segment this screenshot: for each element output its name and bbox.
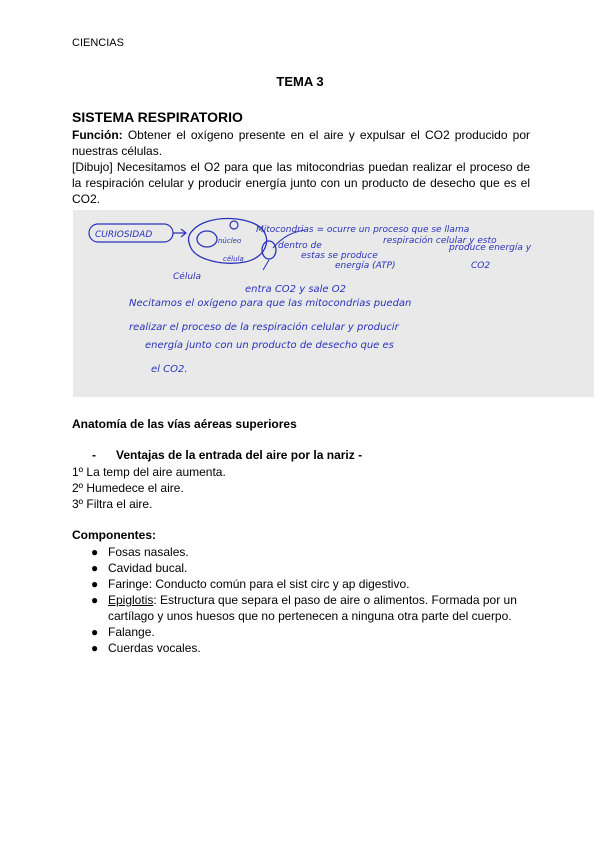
epiglotis-term: Epiglotis	[108, 593, 154, 607]
list-item: 3º Filtra el aire.	[72, 497, 153, 511]
note-line-2: realizar el proceso de la respiración celular y producir	[129, 322, 399, 333]
entra-note: entra CO2 y sale O2	[245, 284, 347, 295]
funcion-paragraph	[72, 127, 530, 159]
produce-note: produce energía y	[449, 243, 532, 253]
list-item: 2º Humedece el aire.	[72, 481, 184, 495]
bullet-icon: ●	[91, 593, 99, 607]
curiosidad-label: CURIOSIDAD	[95, 230, 153, 240]
list-item: ● Falange.	[91, 625, 155, 639]
nucleus-shape	[197, 231, 217, 247]
ventajas-list	[72, 464, 226, 512]
page-title: TEMA 3	[276, 74, 324, 89]
subject-header: CIENCIAS	[72, 37, 124, 49]
funcion-text: Obtener el oxígeno presente en el aire y expulsar el CO2 producido por nuestras células.	[72, 128, 530, 158]
estas-note: estas se produce	[301, 251, 378, 261]
bullet-icon: ●	[91, 545, 99, 559]
bullet-icon: ●	[91, 561, 99, 575]
ventajas-heading	[92, 448, 362, 462]
sketch-drawing	[73, 210, 594, 397]
list-item: ● Epiglotis: Estructura que separa el paso de aire o alimentos. Formada por un cartílago y unos huesos que no pertenecen a ninguna otra parte del cuerpo.	[91, 593, 517, 623]
ventajas-dash: -	[92, 448, 96, 462]
co2-right-note: CO2	[471, 261, 491, 271]
list-item: ● Cavidad bucal.	[91, 561, 188, 575]
componentes-list	[72, 544, 532, 656]
list-item: ● Cuerdas vocales.	[91, 641, 201, 655]
note-line-1: Necitamos el oxígeno para que las mitocondrias puedan	[129, 298, 412, 309]
bullet-icon: ●	[91, 577, 99, 591]
anatomy-heading: Anatomía de las vías aéreas superiores	[72, 417, 297, 431]
mitocondrias-note: Mitocondrias = ocurre un proceso que se llama	[256, 225, 470, 235]
bullet-icon: ●	[91, 625, 99, 639]
note-line-4: el CO2.	[151, 364, 188, 375]
small-organelle	[230, 221, 238, 229]
dibujo-paragraph: [Dibujo] Necesitamos el O2 para que las mitocondrias puedan realizar el proceso de la respiración celular y producir energía junto con un producto de desecho que es el CO2.	[72, 160, 530, 206]
connector-line-2	[263, 260, 269, 270]
celula-bottom-label: Célula	[173, 272, 202, 282]
dentro-note: dentro de	[278, 241, 322, 251]
list-item: ● Fosas nasales.	[91, 545, 189, 559]
nucleo-label: núcleo	[218, 237, 242, 245]
celula-label: célula	[223, 255, 244, 263]
respiracion-note: respiración celular y esto	[383, 236, 497, 246]
componentes-heading: Componentes:	[72, 528, 156, 542]
list-item: ● Faringe: Conducto común para el sist circ y ap digestivo.	[91, 577, 410, 591]
arrow-icon	[173, 229, 186, 237]
energia-note: energía (ATP)	[335, 261, 396, 271]
handwritten-sketch	[73, 210, 594, 397]
funcion-label: Función:	[72, 128, 123, 142]
section-title: SISTEMA RESPIRATORIO	[72, 109, 243, 125]
list-item: 1º La temp del aire aumenta.	[72, 465, 226, 479]
ventajas-title: Ventajas de la entrada del aire por la nariz -	[116, 448, 363, 462]
bullet-icon: ●	[91, 641, 99, 655]
note-line-3: energía junto con un producto de desecho que es	[145, 340, 394, 351]
